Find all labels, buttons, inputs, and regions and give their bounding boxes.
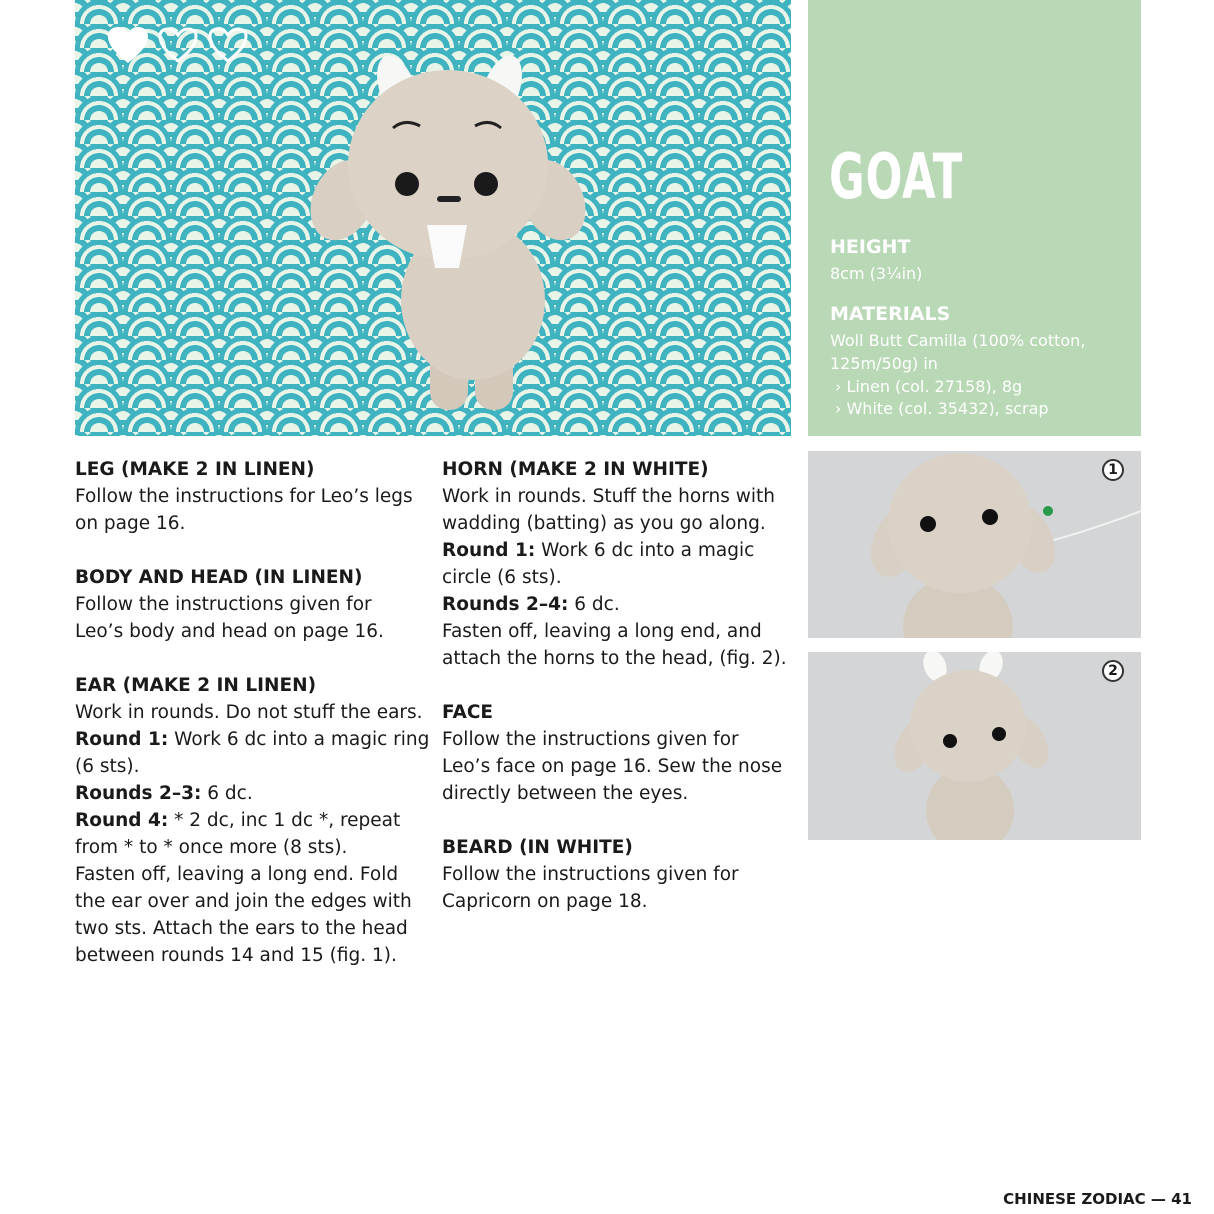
figure-number-badge: 2 [1102,660,1124,682]
body-text: Follow the instructions for Leo’s legs [75,486,413,507]
section-heading: EAR (MAKE 2 IN LINEN) [75,675,317,696]
round-label: Round 4: [75,810,169,831]
round-text: Work 6 dc into a magic [535,540,755,561]
round-text: * 2 dc, inc 1 dc *, repeat [168,810,401,831]
figure-2-photo [808,652,1141,840]
page-footer [1003,1190,1192,1208]
body-text: Follow the instructions given for [442,864,739,885]
body-text: directly between the eyes. [442,783,689,804]
instructions-column-2 [442,456,787,915]
body-text: wadding (batting) as you go along. [442,513,766,534]
round-instruction [75,807,425,834]
crochet-goat-illustration [75,0,791,436]
figure-1-photo [808,451,1141,638]
page-number: 41 [1171,1190,1192,1208]
round-instruction [442,591,782,618]
round-instruction [442,537,782,564]
hero-photo [75,0,791,436]
round-text: Work 6 dc into a magic ring [168,729,430,750]
goat-ears-attached-illustration [808,451,1141,638]
round-instruction [75,780,425,807]
material-item: › White (col. 35432), scrap [835,399,1049,418]
round-label: Round 1: [75,729,169,750]
height-heading: HEIGHT [830,236,911,258]
body-text: Leo’s body and head on page 16. [75,621,384,642]
body-text: Capricorn on page 18. [442,891,648,912]
section-heading: FACE [442,702,494,723]
material-item: › Linen (col. 27158), 8g [835,377,1023,396]
body-text: attach the horns to the head, (fig. 2). [442,648,787,669]
body-text: Follow the instructions given for [442,729,739,750]
body-text: Follow the instructions given for [75,594,372,615]
round-label: Rounds 2–3: [75,783,202,804]
figure-number-badge: 1 [1102,459,1124,481]
height-value: 8cm (3¼in) [830,264,923,283]
body-text: from * to * once more (8 sts). [75,837,348,858]
round-instruction [75,726,430,753]
body-text: (6 sts). [75,756,140,777]
body-text: on page 16. [75,513,186,534]
section-heading: LEG (MAKE 2 IN LINEN) [75,459,315,480]
body-text: Work in rounds. Stuff the horns with [442,486,775,507]
footer-separator: — [1145,1190,1172,1208]
materials-text: 125m/50g) in [830,354,938,373]
pattern-title: GOAT [829,140,964,213]
body-text: Work in rounds. Do not stuff the ears. [75,702,423,723]
pattern-info-panel [808,0,1141,436]
body-text: circle (6 sts). [442,567,562,588]
body-text: Fasten off, leaving a long end, and [442,621,762,642]
body-text: the ear over and join the edges with [75,891,412,912]
section-heading: BEARD (IN WHITE) [442,837,633,858]
round-label: Rounds 2–4: [442,594,569,615]
body-text: Fasten off, leaving a long end. Fold [75,864,399,885]
section-heading: BODY AND HEAD (IN LINEN) [75,567,363,588]
goat-horns-attached-illustration [808,652,1141,840]
round-text: 6 dc. [201,783,253,804]
section-heading: HORN (MAKE 2 IN WHITE) [442,459,709,480]
round-text: 6 dc. [568,594,620,615]
materials-text: Woll Butt Camilla (100% cotton, [830,331,1086,350]
round-label: Round 1: [442,540,536,561]
body-text: two sts. Attach the ears to the head [75,918,408,939]
section-name: CHINESE ZODIAC [1003,1190,1146,1208]
body-text: between rounds 14 and 15 (fig. 1). [75,945,397,966]
instructions-column-1 [75,456,430,969]
materials-heading: MATERIALS [830,303,951,325]
body-text: Leo’s face on page 16. Sew the nose [442,756,783,777]
